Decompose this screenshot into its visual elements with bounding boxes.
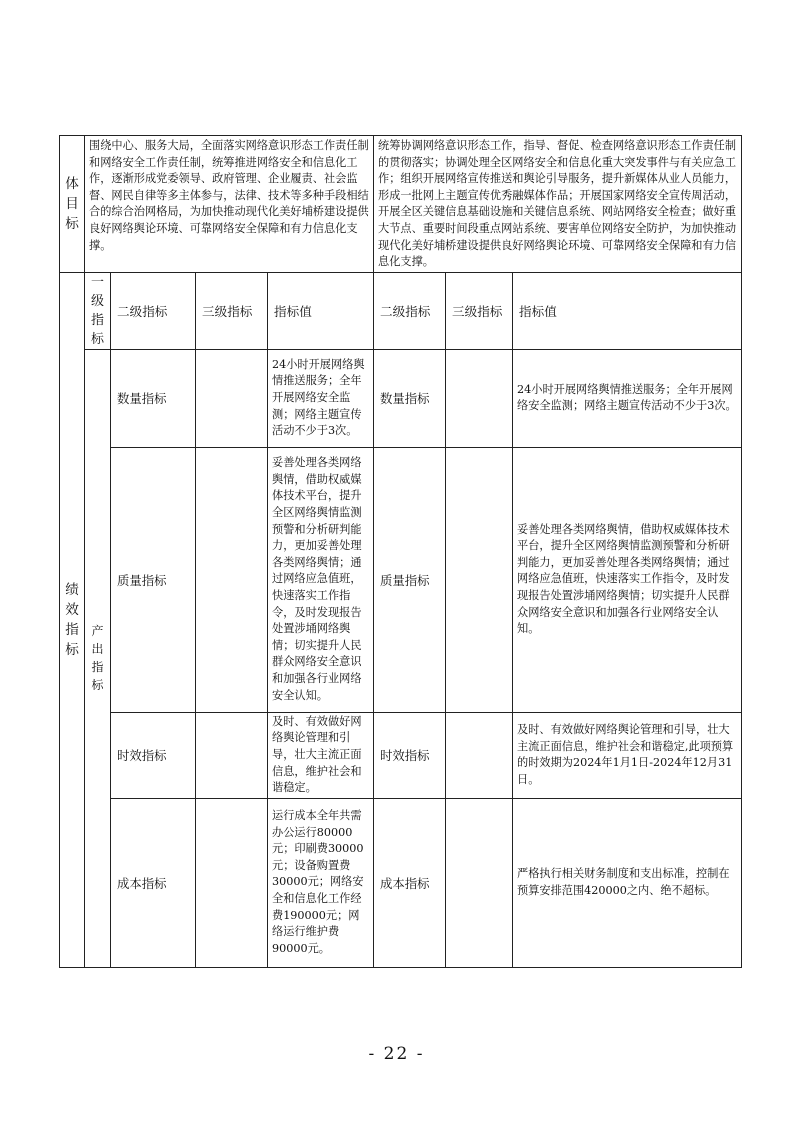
row-value-left: 妥善处理各类网络舆情，借助权威媒体技术平台，提升全区网络舆情监测预警和分析研判能力，更加妥善处理各类网络舆情；通过网络应急值班，快速落实工作指令，及时发现报告处置涉埇网络舆情；切实提升人民群众网络安全意识和加强各行业网络安全认知。: [268, 447, 374, 712]
row-level3-empty-right: [446, 712, 513, 798]
target-label: 体目标: [65, 175, 79, 232]
header-value: 指标值: [268, 272, 374, 349]
performance-indicator-table: [59, 135, 742, 968]
row-value-left: 24小时开展网络舆情推送服务；全年开展网络安全监测；网络主题宣传活动不少于3次。: [268, 349, 374, 447]
target-label-cell: [60, 136, 85, 273]
header-valueb: 指标值: [513, 272, 742, 349]
row-level3-empty-right: [446, 798, 513, 967]
table-header-row: [60, 272, 742, 349]
overall-target-row: [60, 136, 742, 273]
table-row: [60, 712, 742, 798]
row-value-left: 及时、有效做好网络舆论管理和引导，壮大主流正面信息，维护社会和谐稳定。: [268, 712, 374, 798]
row-name: 成本指标: [111, 798, 196, 967]
header-level1: 一级指标: [91, 274, 105, 347]
header-level3b: 三级指标: [446, 272, 513, 349]
output-group-cell: [85, 349, 111, 967]
row-level3-empty: [196, 349, 268, 447]
row-name: 数量指标: [111, 349, 196, 447]
table-row: [60, 798, 742, 967]
header-level2: 二级指标: [111, 272, 196, 349]
row-value-left: 运行成本全年共需办公运行80000元；印刷费30000元；设备购置费30000元；网络安全和信息化工作经费190000元；网络运行维护费90000元。: [268, 798, 374, 967]
row-name-right: 数量指标: [374, 349, 446, 447]
row-name: 质量指标: [111, 447, 196, 712]
perf-label-cell: [60, 272, 85, 967]
row-level3-empty-right: [446, 349, 513, 447]
row-name-right: 时效指标: [374, 712, 446, 798]
row-level3-empty-right: [446, 447, 513, 712]
header-level2b: 二级指标: [374, 272, 446, 349]
perf-label: 绩效指标: [65, 581, 79, 658]
header-level1-cell: [85, 272, 111, 349]
table-row: [60, 447, 742, 712]
output-group-label: 产出指标: [91, 624, 104, 693]
target-text-left: 围绕中心、服务大局，全面落实网络意识形态工作责任制和网络安全工作责任制，统筹推进网络安全和信息化工作，逐渐形成党委领导、政府管理、企业履责、社会监督、网民自律等多主体参与，法律、技术等多种手段相结合的综合治网格局，为加快推动现代化美好埔桥建设提供良好网络舆论环境、可靠网络安全保障和有力信息化支撑。: [85, 136, 374, 273]
row-value-right: 及时、有效做好网络舆论管理和引导，壮大主流正面信息，维护社会和谐稳定,此项预算的时效期为2024年1月1日-2024年12月31日。: [513, 712, 742, 798]
row-name-right: 成本指标: [374, 798, 446, 967]
indicator-table-container: [59, 135, 741, 968]
row-value-right: 妥善处理各类网络舆情，借助权威媒体技术平台，提升全区网络舆情监测预警和分析研判能力，更加妥善处理各类网络舆情；通过网络应急值班，快速落实工作指令，及时发现报告处置涉埇网络舆情；切实提升人民群众网络安全意识和加强各行业网络安全认知。: [513, 447, 742, 712]
row-name: 时效指标: [111, 712, 196, 798]
row-level3-empty: [196, 798, 268, 967]
row-value-right: 严格执行相关财务制度和支出标准，控制在预算安排范围420000之内、绝不超标。: [513, 798, 742, 967]
row-level3-empty: [196, 712, 268, 798]
row-name-right: 质量指标: [374, 447, 446, 712]
header-level3: 三级指标: [196, 272, 268, 349]
row-level3-empty: [196, 447, 268, 712]
target-text-right: 统筹协调网络意识形态工作，指导、督促、检查网络意识形态工作责任制的贯彻落实；协调处理全区网络安全和信息化重大突发事件与有关应急工作；组织开展网络宣传推送和舆论引导服务，提升新媒体从业人员能力，形成一批网上主题宣传优秀融媒体作品；开展国家网络安全宣传周活动，开展全区关键信息基础设施和关键信息系统、网站网络安全检查；做好重大节点、重要时间段重点网站系统、要害单位网络安全防护，为加快推动现代化美好埔桥建设提供良好网络舆论环境、可靠网络安全保障和有力信息化支撑。: [374, 136, 742, 273]
page-number: - 22 -: [368, 1044, 425, 1064]
table-row: [60, 349, 742, 447]
row-value-right: 24小时开展网络舆情推送服务；全年开展网络安全监测；网络主题宣传活动不少于3次。: [513, 349, 742, 447]
